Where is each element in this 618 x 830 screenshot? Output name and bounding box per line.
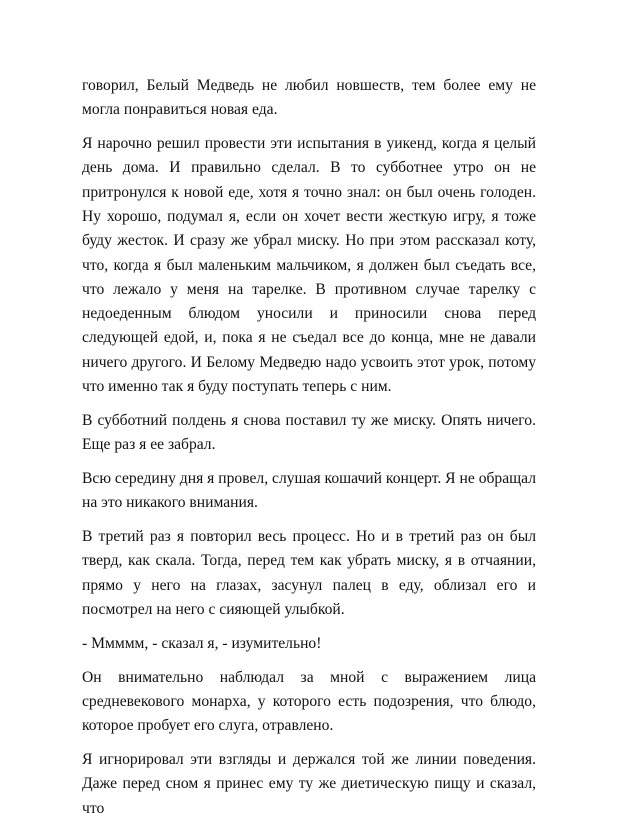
document-body (82, 74, 536, 830)
paragraph-5: В третий раз я повторил весь процесс. Но и в третий раз он был тверд, как скала. Тогда, перед тем как убрать миску, я в отчаянии, прямо у него на глазах, засунул палец в еду, облизал его и посмотрел на него с сияющей улыбкой. (82, 528, 536, 618)
paragraph-7: Он внимательно наблюдал за мной с выражением лица средневекового монарха, у которого есть подозрения, что блюдо, которое пробует его слуга, отравлено. (82, 668, 536, 735)
paragraph-6: - Ммммм, - сказал я, - изумительно! (82, 634, 322, 652)
paragraph-4: Всю середину дня я провел, слушая кошачий концерт. Я не обращал на это никакого внимания. (82, 469, 536, 512)
paragraph-1: говорил, Белый Медведь не любил новшеств, тем более ему не могла понравиться новая еда. (82, 77, 536, 119)
paragraph-2: Я нарочно решил провести эти испытания в уикенд, когда я целый день дома. И правильно сделал. В то субботнее утро он не притронулся к новой еде, хотя я точно знал: он был очень голоден. Ну хорошо, подумал я, если он хочет вести жесткую игру, я тоже буду жесток. И сразу же убрал миску. Но при этом рассказал коту, что, когда я был маленьким мальчиком, я должен был съедать все, что лежало у меня на тарелке. В противном случае тарелку с недоеденным блюдом уносили и приносили снова перед следующей едой, и, пока я не съедал все до конца, мне не давали ничего другого. И Белому Медведю надо усвоить этот урок, потому что именно так я буду поступать теперь с ним. (82, 135, 536, 396)
paragraph-3: В субботний полдень я снова поставил ту же миску. Опять ничего. Еще раз я ее забрал. (82, 411, 536, 454)
paragraph-8: Я игнорировал эти взгляды и держался той же линии поведения. Даже перед сном я принес ему ту же диетическую пищу и сказал, что (82, 750, 536, 817)
